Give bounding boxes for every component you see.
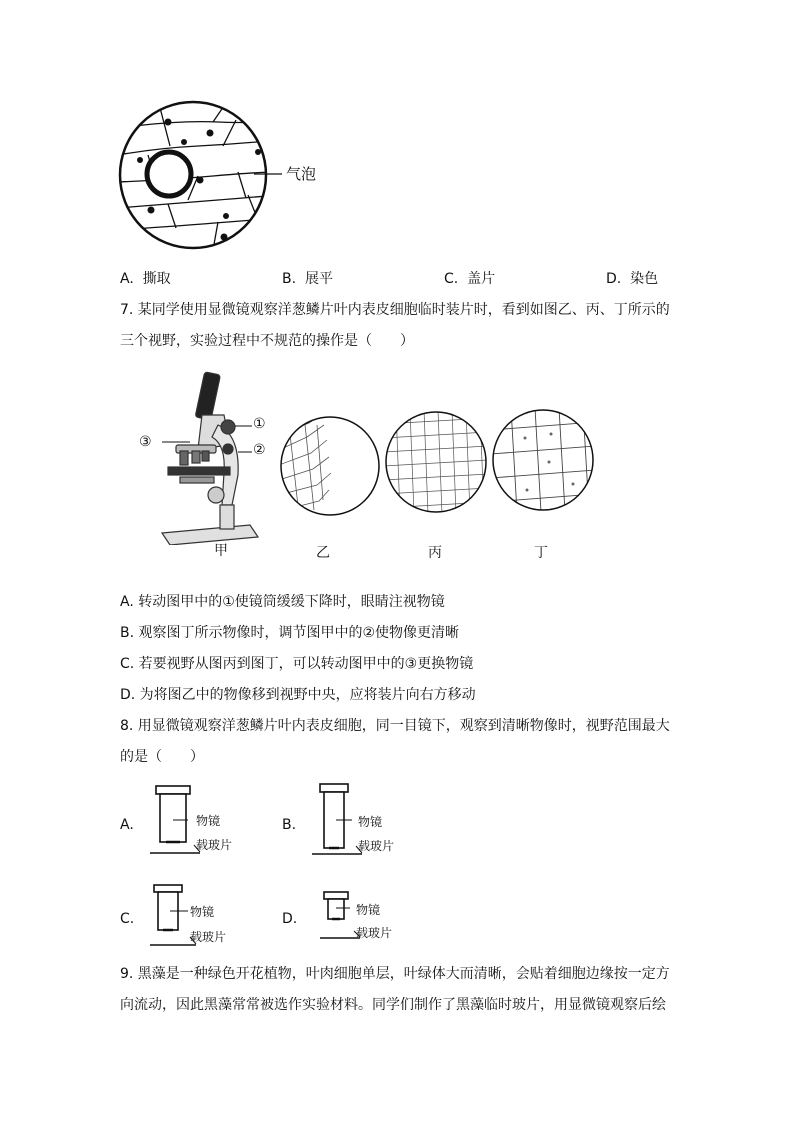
- q8-option-d-letter[interactable]: D.: [282, 911, 298, 927]
- q8-option-a-slide-label: 载玻片: [196, 838, 233, 852]
- q8-option-b-slide-label: 载玻片: [358, 839, 395, 853]
- q9-stem-line1: 9. 黑藻是一种绿色开花植物，叶肉细胞单层，叶绿体大而清晰，会贴着细胞边缘按一定方: [120, 966, 670, 982]
- q7-stem-line1: 7. 某同学使用显微镜观察洋葱鳞片叶内表皮细胞临时装片时，看到如图乙、丙、丁所示的: [120, 302, 670, 318]
- q9-stem-line2: 向流动，因此黑藻常常被选作实验材料。同学们制作了黑藻临时玻片，用显微镜观察后绘: [120, 997, 666, 1013]
- q7-caption-jia: 甲: [214, 543, 228, 559]
- q7-stem-line2: 三个视野，实验过程中不规范的操作是（ ）: [120, 333, 414, 349]
- q8-option-b-letter[interactable]: B.: [282, 817, 297, 833]
- q6-option-c[interactable]: C. 盖片: [444, 271, 496, 287]
- q7-field-bing: [384, 410, 488, 514]
- q7-option-c[interactable]: C. 若要视野从图丙到图丁，可以转动图甲中的③更换物镜: [120, 656, 474, 672]
- q7-mark-2: ②: [253, 442, 266, 458]
- q8-stem-line2: 的是（ ）: [120, 749, 204, 765]
- q8-stem-line1: 8. 用显微镜观察洋葱鳞片叶内表皮细胞，同一目镜下，观察到清晰物像时，视野范围最大: [120, 718, 670, 734]
- q7-caption-bing: 丙: [428, 545, 442, 561]
- q8-option-a-objective-label: 物镜: [196, 814, 221, 828]
- q7-mark-3: ③: [139, 434, 152, 450]
- q8-option-c-slide-label: 载玻片: [190, 930, 227, 944]
- q7-field-yi: [279, 415, 381, 517]
- q8-option-c-objective-label: 物镜: [190, 905, 215, 919]
- q6-bubble-label: 气泡: [286, 165, 317, 183]
- q7-mark-1: ①: [253, 416, 266, 432]
- q6-option-d[interactable]: D. 染色: [606, 271, 659, 287]
- q8-option-d-slide-label: 载玻片: [356, 926, 393, 940]
- q7-option-d[interactable]: D. 为将图乙中的物像移到视野中央，应将装片向右方移动: [120, 687, 476, 703]
- q7-caption-yi: 乙: [316, 545, 330, 561]
- q7-field-ding: [491, 408, 595, 512]
- q7-option-a[interactable]: A. 转动图甲中的①使镜筒缓缓下降时，眼睛注视物镜: [120, 594, 445, 610]
- q7-caption-ding: 丁: [534, 545, 548, 561]
- q8-option-c-letter[interactable]: C.: [120, 911, 135, 927]
- q8-option-d-objective-label: 物镜: [356, 903, 381, 917]
- q6-option-b[interactable]: B. 展平: [282, 271, 333, 287]
- q8-option-a-letter[interactable]: A.: [120, 817, 134, 833]
- q8-option-b-objective-label: 物镜: [358, 815, 383, 829]
- q7-mark-leader-lines: [150, 420, 260, 460]
- q6-option-a[interactable]: A. 撕取: [120, 271, 171, 287]
- q7-option-b[interactable]: B. 观察图丁所示物像时，调节图甲中的②使物像更清晰: [120, 625, 460, 641]
